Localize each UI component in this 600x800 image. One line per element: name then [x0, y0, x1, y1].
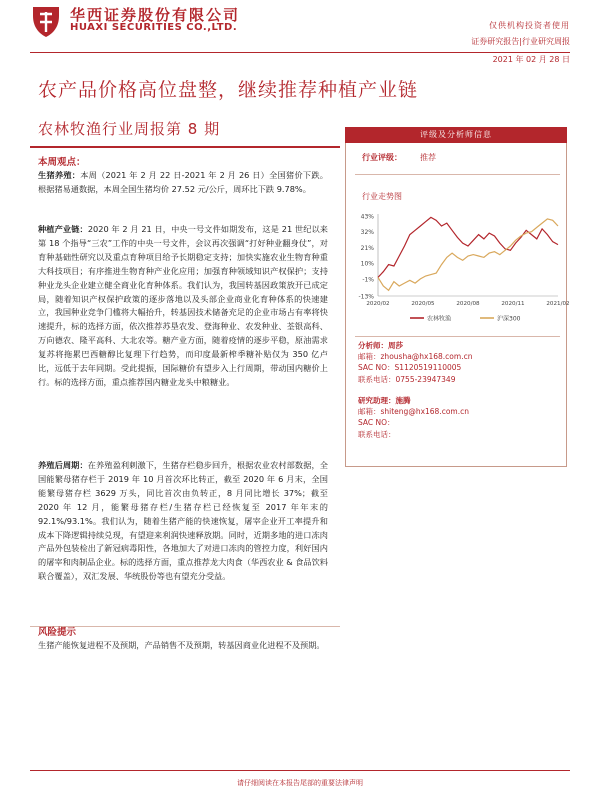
legend-label: 沪深300	[497, 315, 521, 323]
x-tick-label: 2021/02	[546, 301, 570, 307]
audience-note: 仅供机构投资者使用	[489, 21, 570, 30]
legal-notice: 请仔细阅读在本报告尾部的重要法律声明	[237, 779, 363, 787]
y-tick-label: 32%	[360, 229, 374, 237]
y-tick-label: 21%	[360, 244, 374, 252]
report-subtitle: 农林牧渔行业周报第 8 期	[38, 120, 221, 138]
legend-label: 农林牧渔	[427, 315, 452, 323]
y-tick-label: 43%	[360, 213, 374, 221]
header-divider	[30, 52, 570, 53]
post-cycle-text: 在养殖盈利刺激下，生猪存栏稳步回升，根据农业农村部数据，全国能繁母猪存栏于 2019 年 10 月首次环比转正，截至 2020 年 6 月末，全国能繁母猪存栏 3629 万头，同比首次由负转正，8 月同比增长 37%；截至 2020 年 12 月，能繁母猪存栏/生猪存栏已经恢复至 2017 年年末的 92.1%/93.1%。我们认为，随着生猪产能的快速恢复，屠宰企业开工率提升和成本下降逻辑持续兑现，有望迎来利润快速释放期。同时，近期多地的进口冻肉产品外包装检出了新冠病毒阳性，各地加大了对进口冻肉的管控力度，利好国内的屠宰和肉制品企业。标的选择方面，重点推荐龙大肉食（华西农业 & 食品饮料联合覆盖），双汇发展、华统股份等也有望充分受益。	[38, 460, 328, 582]
seed-lead: 种植产业链：	[38, 224, 88, 234]
report-category: 证券研究报告|行业研究周报	[471, 37, 570, 46]
analyst-contact	[358, 340, 472, 385]
pig-lead: 生猪养殖：	[38, 170, 81, 180]
x-tick-label: 2020/11	[501, 301, 525, 307]
risk-divider	[30, 626, 340, 627]
risk-text: 生猪产能恢复进程不及预期，产品销售不及预期，转基因商业化进程不及预期。	[38, 640, 325, 650]
analyst-email: 邮箱：zhousha@hx168.com.cn	[358, 352, 473, 362]
series-line-1	[378, 217, 558, 277]
seed-paragraph	[38, 223, 328, 390]
report-date: 2021 年 02 月 28 日	[492, 55, 570, 64]
rating-label: 行业评级：	[362, 153, 402, 162]
chart-divider	[355, 336, 560, 337]
analyst-name: 分析师：周莎	[358, 341, 403, 350]
trend-chart-label: 行业走势图	[362, 192, 402, 201]
y-tick-label: -1%	[362, 276, 374, 284]
rating-value: 推荐	[420, 153, 436, 162]
report-title: 农产品价格高位盘整，继续推荐种植产业链	[38, 79, 419, 101]
subtitle-divider	[30, 146, 340, 148]
industry-trend-chart	[350, 208, 570, 328]
analyst-phone: 联系电话：0755-23947349	[358, 374, 456, 384]
assistant-sac: SAC NO：	[358, 418, 395, 428]
x-tick-label: 2020/08	[456, 301, 480, 307]
brand-name-cn: 华西证券股份有限公司	[70, 6, 241, 24]
rating-box-title: 评级及分析师信息	[345, 127, 567, 143]
rating-row	[362, 152, 436, 163]
rating-divider	[355, 174, 560, 175]
x-tick-label: 2020/05	[411, 301, 435, 307]
y-tick-label: 10%	[360, 260, 374, 268]
post-cycle-paragraph	[38, 459, 328, 584]
x-tick-label: 2020/02	[366, 301, 390, 307]
series-line-2	[378, 219, 558, 290]
huaxi-logo-icon	[30, 4, 62, 38]
brand-name-en: HUAXI SECURITIES CO.,LTD.	[70, 22, 238, 33]
seed-text: 2020 年 2 月 21 日，中央一号文件如期发布，这是 21 世纪以来第 18 个指导“三农”工作的中央一号文件，会议再次强调“打好种业翻身仗”，对育种基础性研究以及重点育种项目给予长期稳定支持；加快实施农业生物育种重大科技项目；有序推进生物育种产业化应用；加强育种领域知识产权保护；支持种业龙头企业建立健全商业化育种体系。我们认为，我国转基因政策放开已成定局，随着知识产权保护政策的逐步落地以及头部企业商业化育种体系的快速建立，我国种业竞争门槛将大幅抬升，转基因技术储备充足的企业市场占有率将快速提升，标的选择方面，依次推荐苏垦农发、登海种业、农发种业、荃银高科、万向德农、隆平高科、大北农等。糖产业方面，随着疫情的逐步平稳，原油需求复苏将拖累巴西糖醇比复理下行趋势，而印度最新榨季糖补贴仅为 350 亿卢比，远低于去年同期。受此提振，国际糖价有望步入上行周期，带动国内糖价上行。标的选择方面，重点推荐国内糖业龙头中粮糖业。	[38, 224, 328, 387]
analyst-sac: SAC NO：S1120519110005	[358, 363, 462, 373]
viewpoint-heading: 本周观点：	[38, 157, 86, 168]
risk-heading: 风险提示	[38, 627, 77, 638]
assistant-email: 邮箱：shiteng@hx168.com.cn	[358, 407, 469, 417]
assistant-name: 研究助理：施腾	[358, 396, 411, 405]
pig-text: 本周（2021 年 2 月 22 日-2021 年 2 月 26 日）全国猪价下跌。根据猪易通数据，本周全国生猪均价 27.52 元/公斤，周环比下跌 9.78%。	[38, 170, 328, 194]
assistant-phone: 联系电话：	[358, 429, 396, 439]
pig-paragraph	[38, 169, 328, 197]
y-tick-label: -13%	[358, 293, 374, 301]
assistant-contact	[358, 395, 469, 440]
footer-divider	[30, 770, 570, 771]
post-cycle-lead: 养殖后周期：	[38, 460, 88, 470]
